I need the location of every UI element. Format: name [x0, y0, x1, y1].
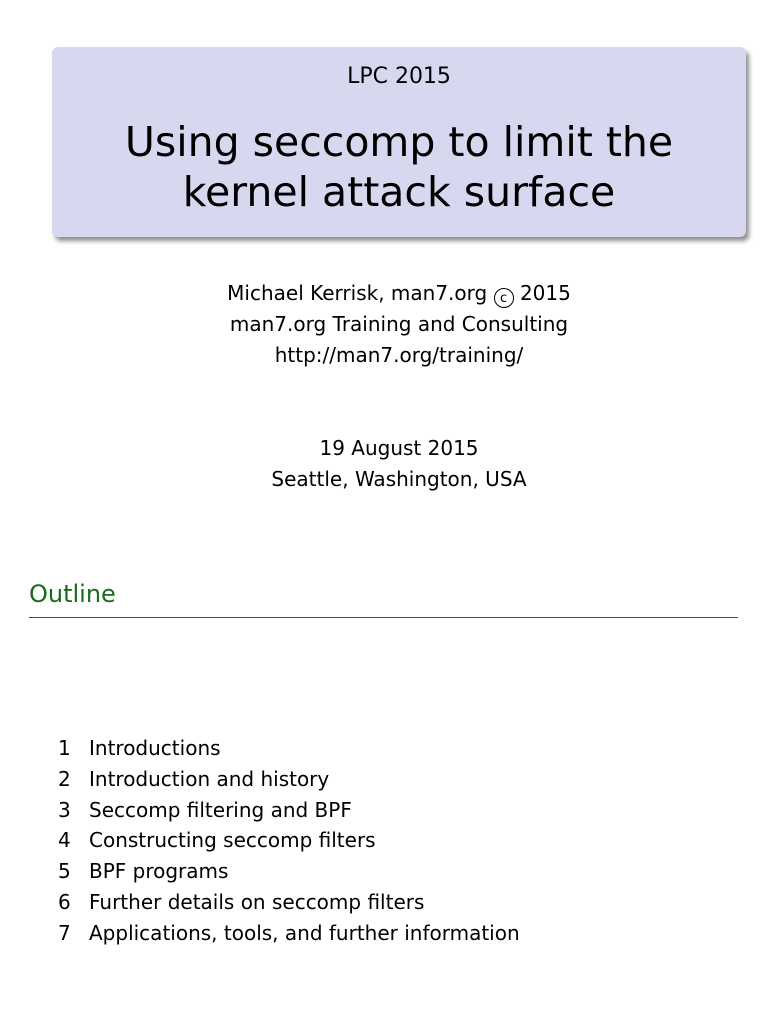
outline-item [58, 764, 520, 795]
author-name: Michael Kerrisk, man7.org [227, 281, 488, 305]
outline-item-number: 4 [58, 828, 71, 853]
outline-item-number: 5 [58, 859, 71, 884]
copyright-year: 2015 [519, 281, 571, 305]
title-line-2: kernel attack surface [182, 168, 616, 216]
conference-subtitle: LPC 2015 [347, 64, 451, 89]
outline-item-label: Seccomp filtering and BPF [89, 797, 352, 822]
outline-item [58, 795, 520, 826]
title-line-1: Using seccomp to limit the [124, 118, 674, 166]
outline-item-number: 2 [58, 766, 71, 791]
outline-item-label: Applications, tools, and further information [89, 920, 520, 945]
author-line [0, 278, 768, 309]
outline-item [58, 825, 520, 856]
author-block [0, 278, 768, 371]
outline-item-label: Constructing seccomp filters [89, 828, 376, 853]
outline-item-number: 1 [58, 736, 71, 760]
event-date: 19 August 2015 [319, 436, 479, 460]
outline-item [58, 856, 520, 887]
title-box [52, 47, 746, 237]
outline-item [58, 887, 520, 918]
event-block [0, 433, 768, 495]
outline-item-label: Introduction and history [89, 766, 330, 791]
presentation-title [52, 117, 746, 217]
outline-item-number: 6 [58, 889, 71, 914]
outline-heading: Outline [29, 580, 116, 608]
outline-item [58, 733, 520, 764]
author-url: http://man7.org/training/ [274, 343, 524, 367]
outline-item [58, 918, 520, 949]
outline-item-number: 3 [58, 797, 71, 822]
outline-divider [29, 617, 738, 618]
author-organization: man7.org Training and Consulting [229, 312, 569, 336]
outline-item-label: Further details on seccomp filters [89, 889, 425, 914]
outline-item-label: Introductions [89, 736, 221, 760]
copyright-icon: c [494, 288, 514, 308]
outline-list [58, 733, 520, 949]
outline-item-number: 7 [58, 920, 71, 945]
outline-item-label: BPF programs [89, 859, 229, 884]
event-location: Seattle, Washington, USA [271, 467, 527, 491]
